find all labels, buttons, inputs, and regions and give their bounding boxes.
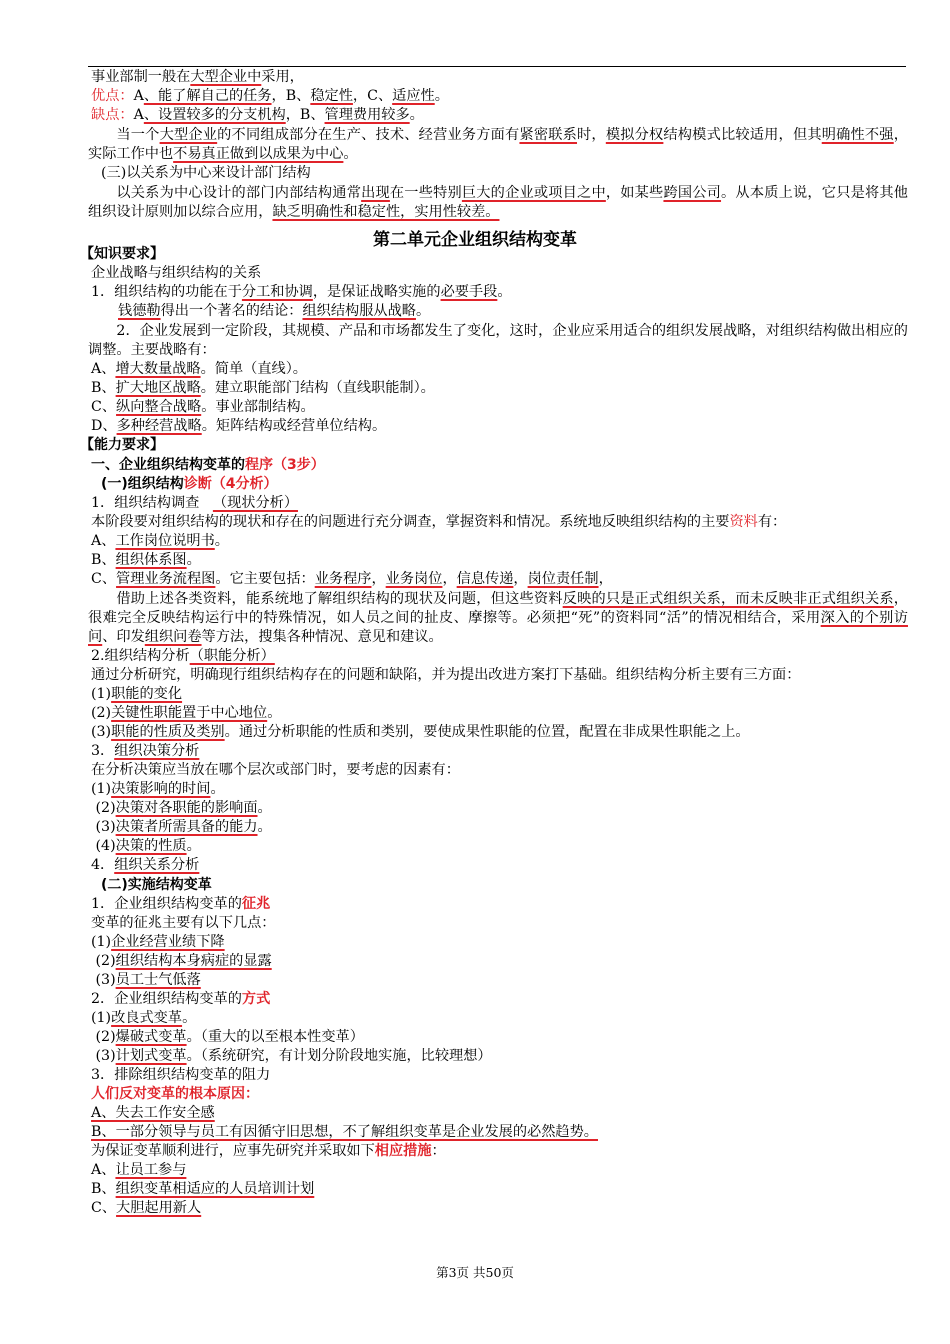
unit-title: 第二单元企业组织结构变革 (373, 230, 577, 250)
analysis-2: (2)关键性职能置于中心地位。 (91, 705, 282, 721)
line-structure-survey: 1．组织结构调查 （现状分析） (91, 495, 299, 511)
method-1: (1)改良式变革。 (91, 1010, 197, 1026)
sign-2: (2)组织结构本身病症的显露 (95, 953, 272, 969)
line-structure-analysis: 2.组织结构分析（职能分析） (91, 648, 275, 664)
factor-3: (3)决策者所需具备的能力。 (95, 819, 272, 835)
sign-3: (3)员工士气低落 (95, 972, 201, 988)
section-implementation: (二)实施结构变革 (101, 877, 212, 893)
measure-b: B、组织变革相适应的人员培训计划 (91, 1181, 315, 1197)
line-strategy-relation: 企业战略与组织结构的关系 (91, 265, 262, 281)
strategy-a: A、增大数量战略。简单（直线）。 (91, 361, 307, 377)
sign-1: (1)企业经营业绩下降 (91, 934, 225, 950)
material-a: A、工作岗位说明书。 (91, 533, 229, 549)
material-b: B、组织体系图。 (91, 552, 201, 568)
line-resistance: 3．排除组织结构变革的阻力 (91, 1067, 271, 1083)
paragraph-simulated-decentralization: 当一个大型企业的不同组成部分在生产、技术、经营业务方面有紧密联系时，模拟分权结构模式比较适用，但其明确性不强，实际工作中也不易真正做到以成果为中心。 (88, 127, 908, 162)
material-c: C、管理业务流程图。它主要包括：业务程序，业务岗位，信息传递，岗位责任制， (91, 571, 613, 587)
line-disadvantages: 缺点：A、设置较多的分支机构，B、管理费用较多。 (91, 107, 424, 123)
section-diagnosis: (一)组织结构诊断（4分析） (101, 476, 278, 492)
strategy-d: D、多种经营战略。矩阵结构或经营单位结构。 (91, 418, 387, 434)
line-chandler: 钱德勒得出一个著名的结论：组织结构服从战略。 (118, 303, 431, 319)
paragraph-strategies-intro: 2．企业发展到一定阶段，其规模、产品和市场都发生了变化，这时，企业应采用适合的组织发展战略，对组织结构做出相应的调整。主要战略有： (88, 323, 908, 358)
line-division-usage: 事业部制一般在大型企业中采用， (91, 69, 304, 85)
line-relationship-heading: (三)以关系为中心来设计部门结构 (101, 165, 311, 181)
line-decision-factors: 在分析决策应当放在哪个层次或部门时，要考虑的因素有： (91, 762, 460, 778)
cause-a: A、失去工作安全感 (91, 1105, 215, 1121)
line-measures: 为保证变革顺利进行，应事先研究并采取如下相应措施： (91, 1143, 446, 1159)
factor-1: (1)决策影响的时间。 (91, 781, 225, 797)
paragraph-materials-analysis: 借助上述各类资料，能系统地了解组织结构的现状及问题，但这些资料反映的只是正式组织关系，而未反映非正式组织关系，很难完全反映结构运行中的特殊情况，如人员之间的扯皮、摩擦等。必须把“死”的资料同“活”的情况相结合，采用深入的个别访问、印发组织问卷等方法，搜集各种情况、意见和建议。 (88, 591, 908, 645)
line-root-causes: 人们反对变革的根本原因： (91, 1086, 259, 1102)
line-analysis-desc: 通过分析研究，明确现行组织结构存在的问题和缺陷，并为提出改进方案打下基础。组织结构分析主要有三方面： (91, 667, 801, 683)
paragraph-relationship-structure: 以关系为中心设计的部门内部结构通常出现在一些特别巨大的企业或项目之中，如某些跨国公司。从本质上说，它只是将其他组织设计原则加以综合应用，缺乏明确性和稳定性，实用性较差。 (88, 185, 908, 220)
line-survey-desc: 本阶段要对组织结构的现状和存在的问题进行充分调查，掌握资料和情况。系统地反映组织结构的主要资料有： (91, 514, 787, 530)
analysis-1: (1)职能的变化 (91, 686, 183, 702)
measure-c: C、大胆起用新人 (91, 1200, 202, 1216)
line-signs: 1．企业组织结构变革的征兆 (91, 896, 271, 912)
method-2: (2)爆破式变革。（重大的以至根本性变革） (95, 1029, 364, 1045)
line-methods: 2．企业组织结构变革的方式 (91, 991, 271, 1007)
factor-2: (2)决策对各职能的影响面。 (95, 800, 272, 816)
strategy-b: B、扩大地区战略。建立职能部门结构（直线职能制）。 (91, 380, 435, 396)
section-process: 一、企业组织结构变革的程序（3步） (91, 457, 325, 473)
measure-a: A、让员工参与 (91, 1162, 187, 1178)
heading-knowledge: 【知识要求】 (80, 246, 164, 262)
header-rule (88, 66, 906, 67)
analysis-3: (3)职能的性质及类别。通过分析职能的性质和类别，要使成果性职能的位置，配置在非成果性职能之上。 (91, 724, 750, 740)
method-3: (3)计划式变革。（系统研究，有计划分阶段地实施，比较理想） (95, 1048, 492, 1064)
factor-4: (4)决策的性质。 (95, 838, 201, 854)
strategy-c: C、纵向整合战略。事业部制结构。 (91, 399, 315, 415)
page-footer: 第3页 共50页 (436, 1265, 514, 1280)
line-signs-intro: 变革的征兆主要有以下几点： (91, 915, 276, 931)
cause-b: B、一部分领导与员工有因循守旧思想，不了解组织变革是企业发展的必然趋势。 (91, 1124, 598, 1140)
heading-ability: 【能力要求】 (80, 437, 164, 453)
line-advantages: 优点：A、能了解自己的任务，B、稳定性，C、适应性。 (91, 88, 449, 104)
line-decision-analysis: 3．组织决策分析 (91, 743, 200, 759)
line-structure-function: 1．组织结构的功能在于分工和协调，是保证战略实施的必要手段。 (91, 284, 512, 300)
line-relationship-analysis: 4．组织关系分析 (91, 857, 200, 873)
